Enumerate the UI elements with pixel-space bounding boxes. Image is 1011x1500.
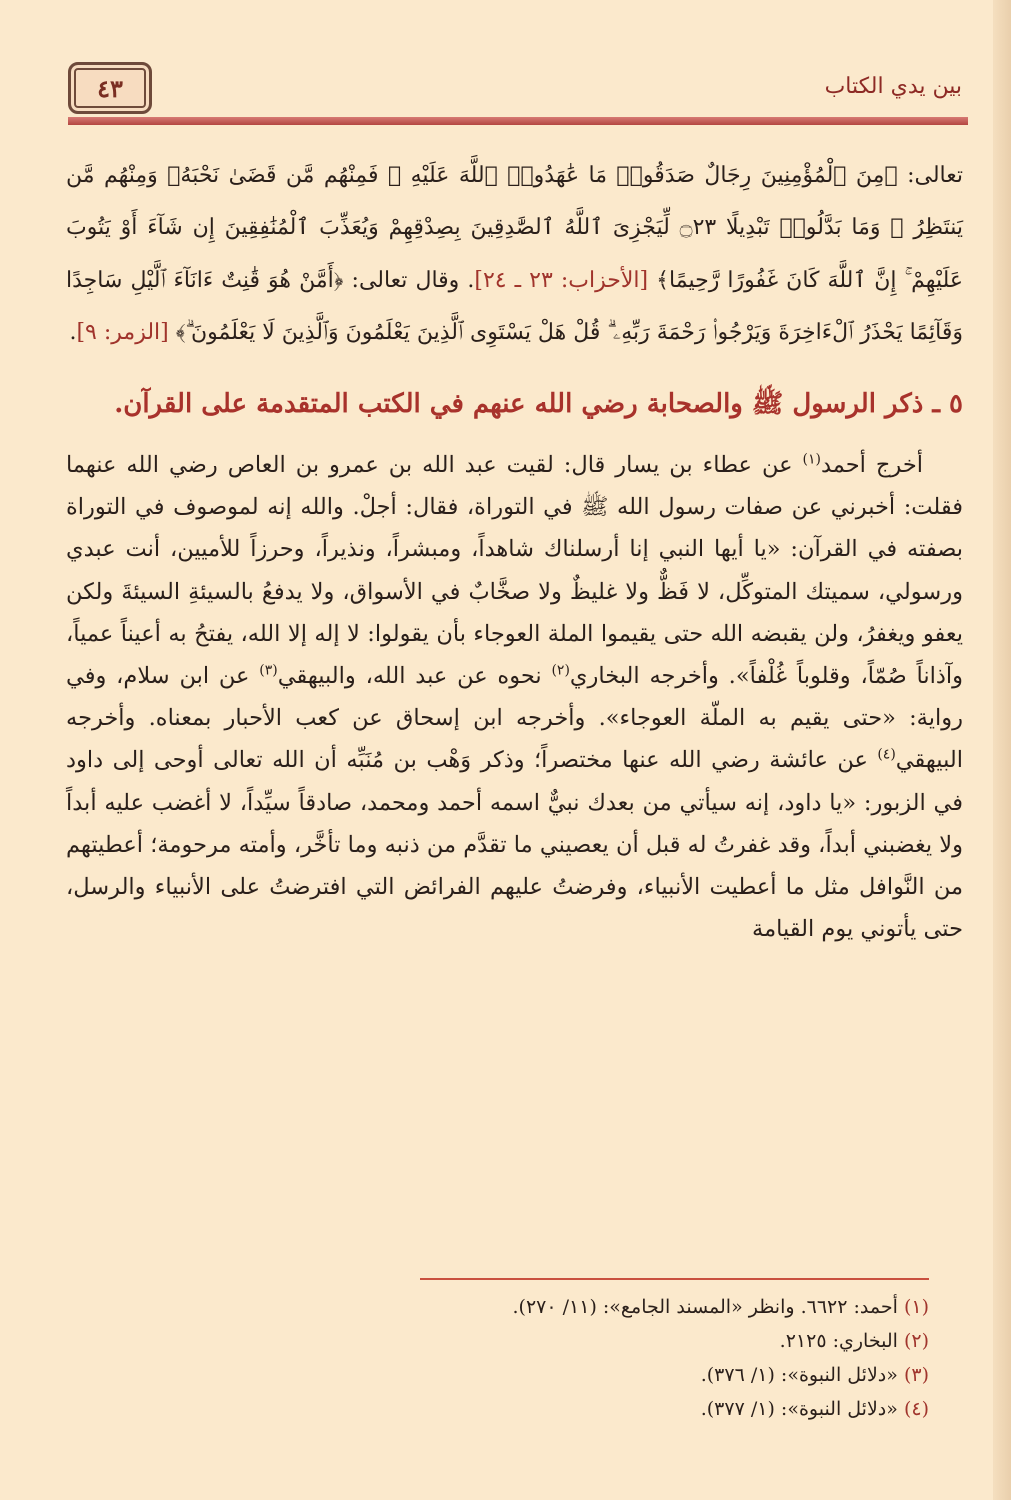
quran-intro: تعالى: [907,163,963,188]
body-text-d: عن ابن سلام، وفي رواية: «حتى يقيم به الملّة العوجاء». وأخرجه ابن إسحاق عن كعب الأحبار بمعناه. وأخرجه البيهقي [66,663,963,774]
footnote-ref-4[interactable]: (٤) [877,746,896,763]
footnote-text: «دلائل النبوة»: (١/ ٣٧٧). [700,1398,904,1420]
body-paragraph [66,444,963,950]
footnote-divider [420,1278,929,1280]
body-text-e: عن عائشة رضي الله عنها مختصراً؛ وذكر وَهْب بن مُنَبِّه أن الله تعالى أوحى إلى داود في الزبور: «يا داود، إنه سيأتي من بعدك نبيٌّ اسمه أحمد ومحمد، صادقاً سيِّداً، لا أغضب عليه أبداً ولا يغضبني أبداً، وقد غفرتُ له قبل أن يعصيني ما تقدَّم من ذنبه وما تأخَّر، وأمته مرحومة؛ أعطيتهم من النَّوافل مثل ما أعطيت الأنبياء، وفرضتُ عليهم الفرائض التي افترضتُ على الأنبياء والرسل، حتى يأتوني يوم القيامة [66,747,963,943]
footnote-item [69,1392,929,1426]
footnotes [69,1290,929,1426]
header-rule [68,117,968,125]
page-content [66,150,963,950]
page-edge [993,0,1011,1500]
quran-verse-ahzab: ﴿مِنَ ٱلْمُؤْمِنِينَ رِجَالٌ صَدَقُوا۟ مَا عَٰهَدُوا۟ ٱللَّهَ عَلَيْهِ ۖ فَمِنْهُم مَّن قَضَىٰ نَحْبَهُۥ وَمِنْهُم مَّن يَنتَظِرُ ۖ وَمَا بَدَّلُوا۟ تَبْدِيلًا ۝٢٣ لِّيَجْزِىَ ٱللَّهُ ٱلصَّٰدِقِينَ بِصِدْقِهِمْ وَيُعَذِّبَ ٱلْمُنَٰفِقِينَ إِن شَآءَ أَوْ يَتُوبَ عَلَيْهِمْ ۚ إِنَّ ٱللَّهَ كَانَ غَفُورًا رَّحِيمًا﴾ [66,163,963,293]
quran-verse-zumar: ﴿أَمَّنْ هُوَ قَٰنِتٌ ءَانَآءَ ٱلَّيْلِ سَاجِدًا وَقَآئِمًا يَحْذَرُ ٱلْءَاخِرَةَ وَيَرْجُوا۟ رَحْمَةَ رَبِّهِۦ ۗ قُلْ هَلْ يَسْتَوِى ٱلَّذِينَ يَعْلَمُونَ وَٱلَّذِينَ لَا يَعْلَمُونَ ۗ﴾ [66,267,963,346]
footnote-text: أحمد: ٦٦٢٢. وانظر «المسند الجامع»: (١١/ ٢٧٠). [512,1296,904,1318]
page-number: ٤٣ [68,62,152,114]
period: . [69,320,77,346]
section-heading: ٥ ـ ذكر الرسول ﷺ والصحابة رضي الله عنهم في الكتب المتقدمة على القرآن. [114,388,963,419]
footnote-item [69,1324,929,1358]
footnote-text: البخاري: ٢١٢٥. [779,1330,904,1352]
footnote-number: (٢) [903,1330,929,1352]
footnote-number: (٣) [903,1364,929,1386]
footnote-item [69,1290,929,1324]
footnote-number: (٤) [903,1398,929,1420]
running-title: بين يدي الكتاب [824,74,962,99]
footnote-item [69,1358,929,1392]
footnote-text: «دلائل النبوة»: (١/ ٣٧٦). [700,1364,904,1386]
connector-text: . وقال تعالى: [351,267,475,293]
verse-reference-ahzab: [الأحزاب: ٢٣ ـ ٢٤] [474,267,649,293]
body-text-b: عن عطاء بن يسار قال: لقيت عبد الله بن عمرو بن العاص رضي الله عنهما فقلت: أخبرني عن صفات رسول الله ﷺ في التوراة، فقال: أجلْ. والله إنه لموصوف في التوراة بصفته في القرآن: «يا أيها النبي إنا أرسلناك شاهداً، ومبشراً، ونذيراً، وحرزاً للأميين، أنت عبدي ورسولي، سميتك المتوكِّل، لا فَظٌّ ولا غليظٌ ولا صخَّابٌ في الأسواق، ولا يدفعُ بالسيئةِ السيئةَ ولكن يعفو ويغفرُ، ولن يقبضه الله حتى يقيموا الملة العوجاء بأن يقولوا: لا إله إلا الله، يفتحُ به أعيناً عمياً، وآذاناً صُمّاً، وقلوباً غُلْفاً». وأخرجه البخاري [66,452,963,690]
footnote-number: (١) [903,1296,929,1318]
body-text-a: أخرج أحمد [820,452,923,479]
footnote-ref-2[interactable]: (٢) [551,662,570,679]
footnote-ref-3[interactable]: (٣) [259,662,278,679]
footnote-ref-1[interactable]: (١) [802,451,821,468]
verse-reference-zumar: [الزمر: ٩] [76,320,169,346]
page-header [68,60,968,128]
body-text-c: نحوه عن عبد الله، والبيهقي [277,663,552,690]
quran-passage [66,150,963,360]
